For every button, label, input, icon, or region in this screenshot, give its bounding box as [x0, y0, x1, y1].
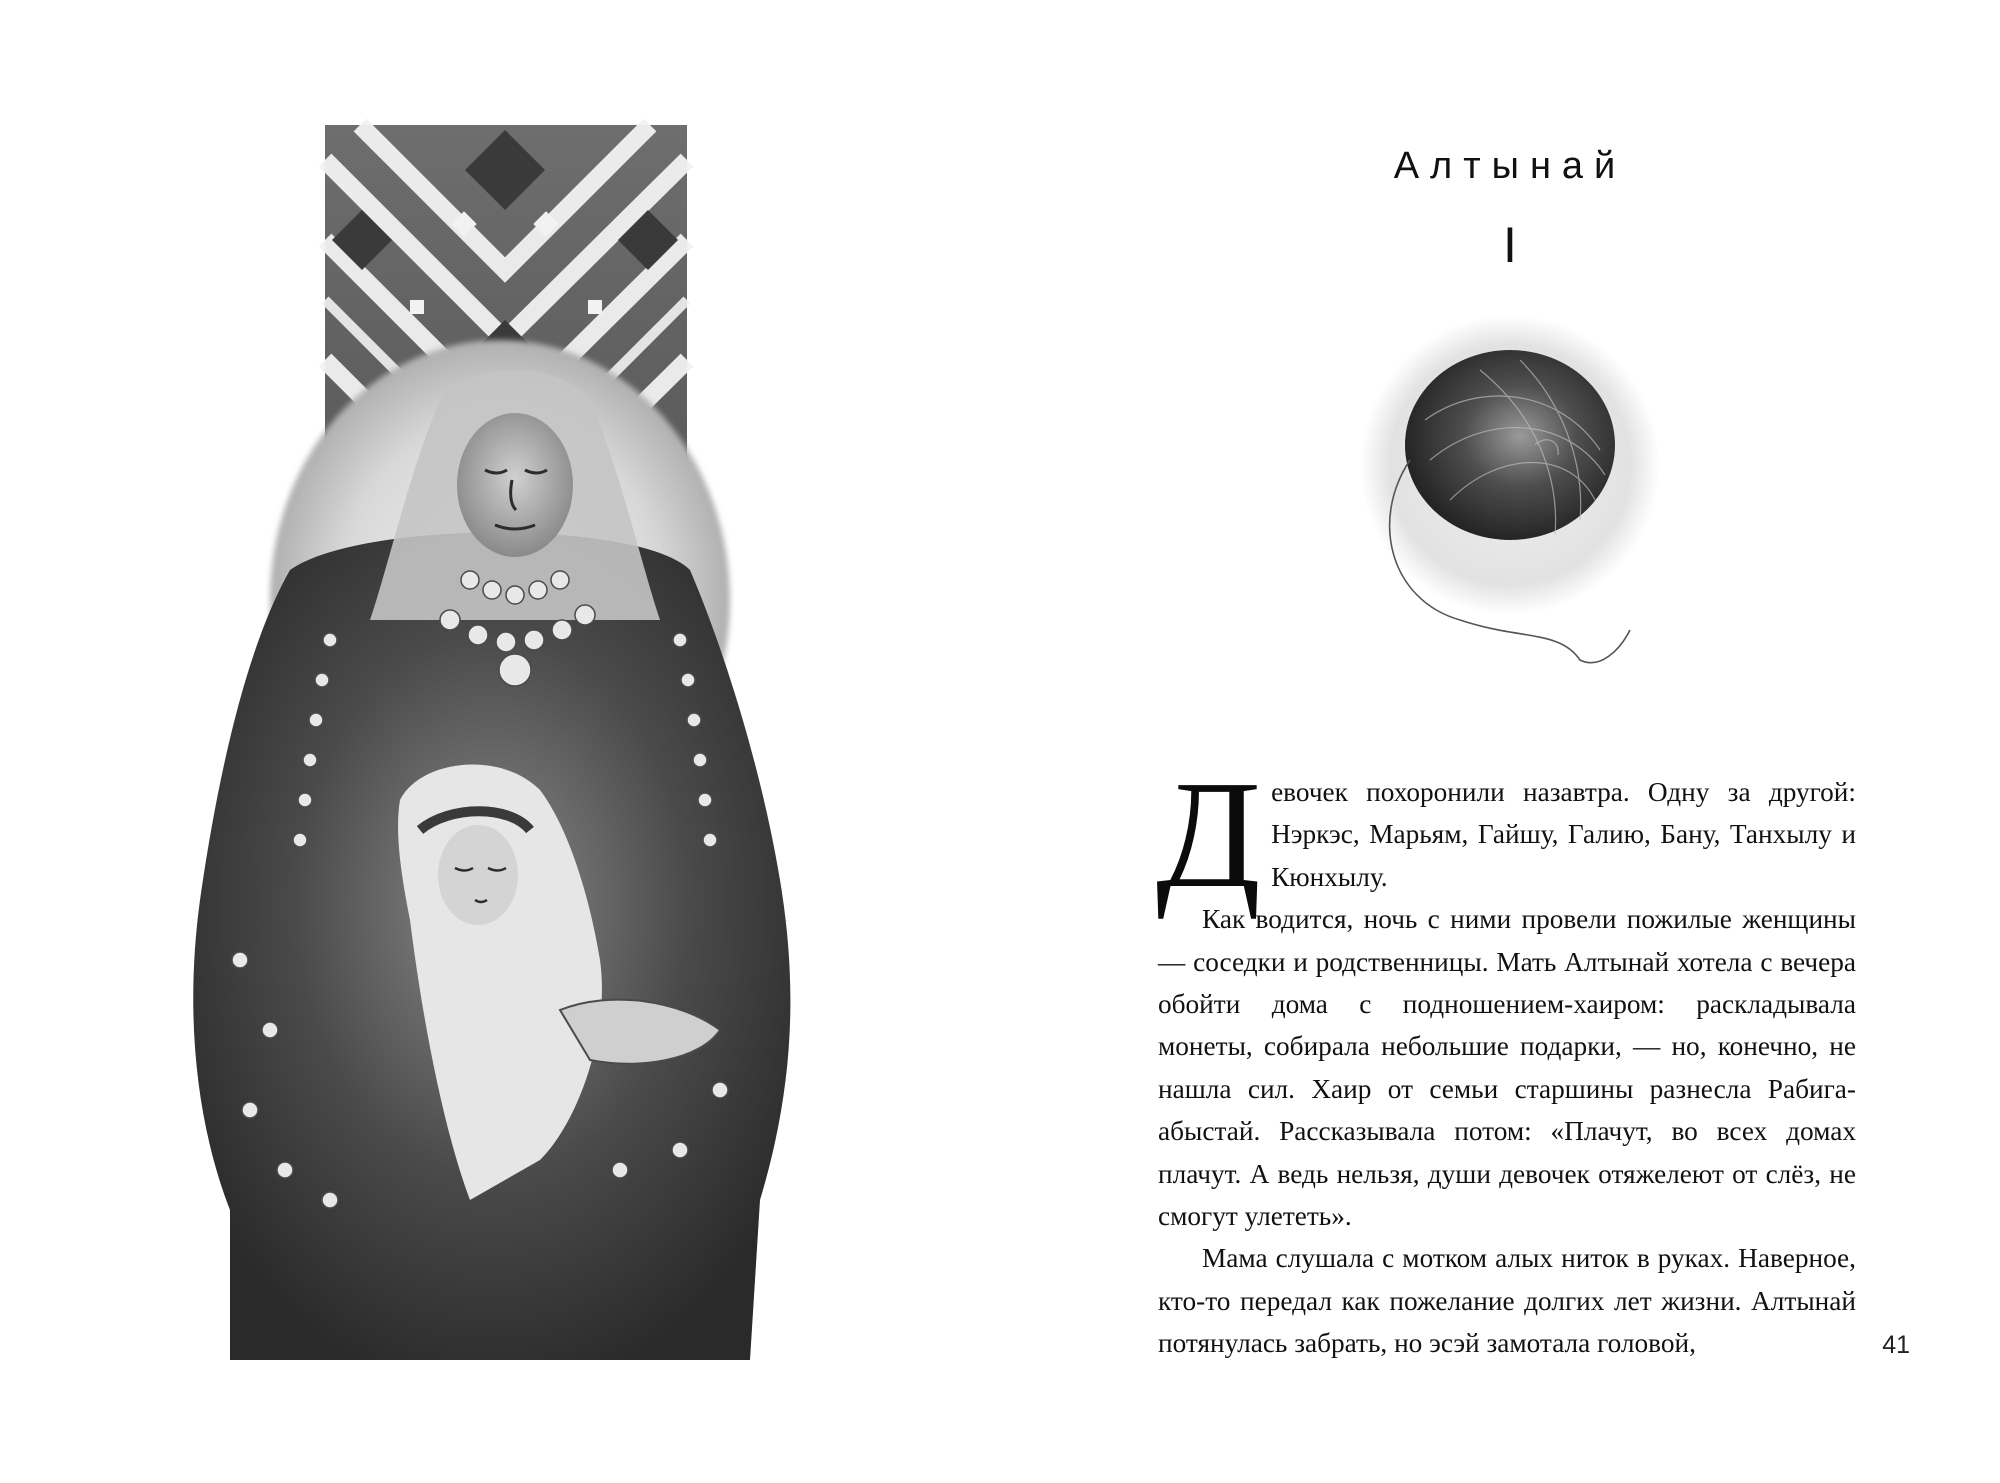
- page-number: 41: [1882, 1331, 1910, 1359]
- chapter-title: Алтынай: [1393, 145, 1627, 187]
- drop-cap: Д: [1156, 750, 1262, 920]
- grandmother-face: [457, 413, 573, 557]
- chapter-number: I: [1503, 217, 1517, 273]
- yarn-ball-illustration: [1330, 300, 1690, 680]
- paragraph-1: [1156, 750, 1856, 920]
- paragraph-2: Как водится, ночь с ними провели пожилые женщины — соседки и родственницы. Мать Алтынай хотела с вечера обойти дома с подношением-хаиром: раскладывала монеты, собирала небольшие подарки, — но, конечно, не нашла сил. Хаир от семьи старшины разнесла Рабига-абыстай. Рассказывала потом: «Плачут, во всех домах плачут. А ведь нельзя, души девочек отяжелеют от слёз, не смогут улететь».: [1158, 904, 1856, 1232]
- paragraph-1-text: евочек похоронили назавтра. Одну за другой: Нэркэс, Марьям, Гайшу, Галию, Бану, Танхылу и Кюнхылу.: [1271, 777, 1856, 892]
- chapter-body-text: [1156, 750, 1856, 1365]
- yarn-ball-icon: [1330, 300, 1690, 680]
- girl-face: [438, 825, 518, 925]
- paragraph-3: Мама слушала с мотком алых ниток в руках. Наверное, кто-то передал как пожелание долгих лет жизни. Алтынай потянулась забрать, но эсэй замотала головой,: [1158, 1243, 1856, 1359]
